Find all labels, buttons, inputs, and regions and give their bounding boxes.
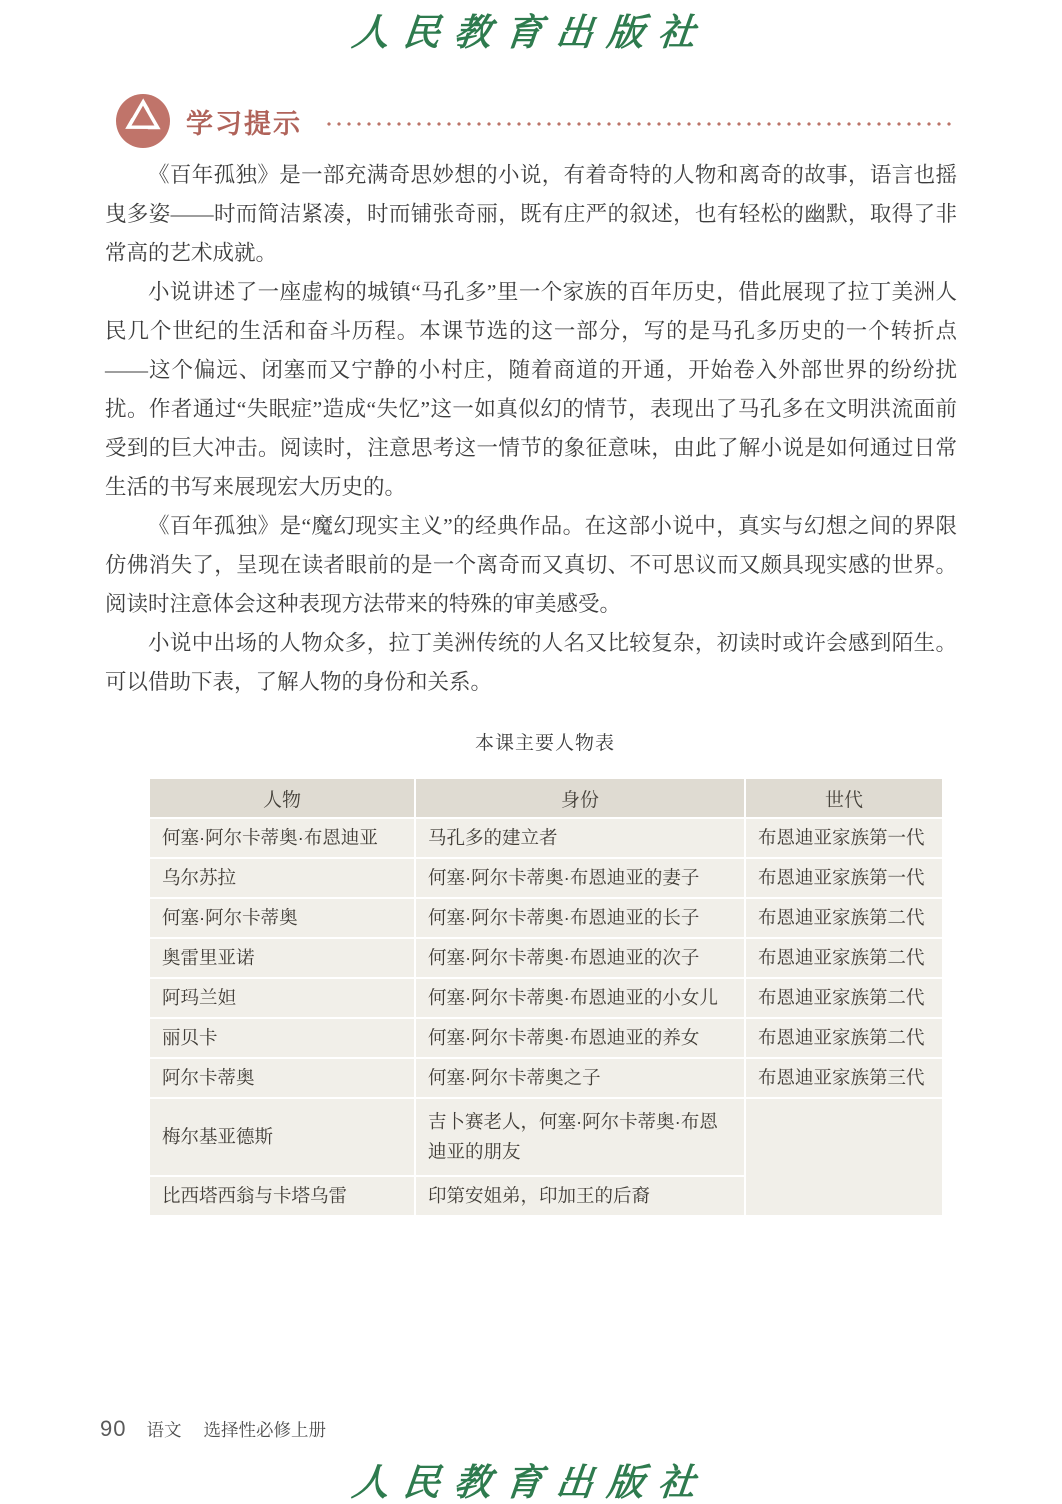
table-row: [150, 979, 942, 1017]
table-cell-generation: 布恩迪亚家族第二代: [746, 899, 942, 937]
table-cell-generation: 布恩迪亚家族第三代: [746, 1059, 942, 1097]
paragraph-3: 《百年孤独》是“魔幻现实主义”的经典作品。在这部小说中，真实与幻想之间的界限仿佛消失了，呈现在读者眼前的是一个离奇而又真切、不可思议而又颇具现实感的世界。阅读时注意体会这种表现方法带来的特殊的审美感受。: [105, 514, 957, 616]
footer-book-title: 选择性必修上册: [203, 1420, 326, 1440]
publisher-calligraphy-top: 人民教育出版社: [349, 13, 712, 54]
table-row: [150, 1019, 942, 1057]
column-header-generation: 世代: [746, 779, 942, 817]
paragraph-2: 小说讲述了一座虚构的城镇“马孔多”里一个家族的百年历史，借此展现了拉丁美洲人民几个世纪的生活和奋斗历程。本课节选的这一部分，写的是马孔多历史的一个转折点——这个偏远、闭塞而又宁静的小村庄，随着商道的开通，开始卷入外部世界的纷纷扰扰。作者通过“失眠症”造成“失忆”这一如真似幻的情节，表现出了马孔多在文明洪流面前受到的巨大冲击。阅读时，注意思考这一情节的象征意味，由此了解小说是如何通过日常生活的书写来展现宏大历史的。: [105, 280, 957, 499]
table-cell-character: 何塞·阿尔卡蒂奥·布恩迪亚: [150, 819, 414, 857]
table-cell-identity: 吉卜赛老人，何塞·阿尔卡蒂奥·布恩迪亚的朋友: [416, 1099, 744, 1175]
table-row: [150, 899, 942, 937]
table-cell-generation: 布恩迪亚家族第二代: [746, 939, 942, 977]
table-row: [150, 939, 942, 977]
table-title: 本课主要人物表: [474, 733, 615, 754]
table-cell-generation: 布恩迪亚家族第一代: [746, 819, 942, 857]
table-cell-generation-merged: [746, 1099, 942, 1215]
table-cell-identity: 印第安姐弟，印加王的后裔: [416, 1177, 744, 1215]
table-cell-character: 阿玛兰妲: [150, 979, 414, 1017]
table-row: [150, 1059, 942, 1097]
table-cell-identity: 何塞·阿尔卡蒂奥·布恩迪亚的次子: [416, 939, 744, 977]
table-row: [150, 819, 942, 857]
table-row: [150, 859, 942, 897]
table-cell-identity: 何塞·阿尔卡蒂奥·布恩迪亚的小女儿: [416, 979, 744, 1017]
table-cell-identity: 何塞·阿尔卡蒂奥之子: [416, 1059, 744, 1097]
table-cell-identity: 马孔多的建立者: [416, 819, 744, 857]
table-cell-character: 比西塔西翁与卡塔乌雷: [150, 1177, 414, 1215]
table-cell-character: 丽贝卡: [150, 1019, 414, 1057]
character-table-block: [148, 728, 942, 1217]
pep-logo-icon: [116, 94, 170, 148]
table-cell-character: 奥雷里亚诺: [150, 939, 414, 977]
lesson-hint-header: [116, 94, 952, 148]
table-cell-identity: 何塞·阿尔卡蒂奥·布恩迪亚的妻子: [416, 859, 744, 897]
table-cell-generation: 布恩迪亚家族第二代: [746, 979, 942, 1017]
column-header-identity: 身份: [416, 779, 744, 817]
table-row: [150, 1099, 942, 1175]
table-cell-identity: 何塞·阿尔卡蒂奥·布恩迪亚的养女: [416, 1019, 744, 1057]
table-cell-generation: 布恩迪亚家族第二代: [746, 1019, 942, 1057]
table-header-row: [150, 779, 942, 817]
paragraph-4: 小说中出场的人物众多，拉丁美洲传统的人名又比较复杂，初读时或许会感到陌生。可以借助下表，了解人物的身份和关系。: [105, 631, 957, 694]
paragraph-1: 《百年孤独》是一部充满奇思妙想的小说，有着奇特的人物和离奇的故事，语言也摇曳多姿——时而简洁紧凑，时而铺张奇丽，既有庄严的叙述，也有轻松的幽默，取得了非常高的艺术成就。: [105, 163, 957, 265]
publisher-calligraphy-bottom: 人民教育出版社: [349, 1463, 712, 1504]
table-cell-character: 何塞·阿尔卡蒂奥: [150, 899, 414, 937]
table-cell-character: 阿尔卡蒂奥: [150, 1059, 414, 1097]
dotted-rule: [324, 122, 952, 126]
footer-subject: 语文: [146, 1420, 182, 1440]
column-header-character: 人物: [150, 779, 414, 817]
section-title: 学习提示: [186, 108, 302, 139]
table-cell-character: 乌尔苏拉: [150, 859, 414, 897]
lesson-hint-body: [105, 156, 957, 702]
page-footer: [100, 1416, 326, 1442]
table-cell-identity: 何塞·阿尔卡蒂奥·布恩迪亚的长子: [416, 899, 744, 937]
character-table: [148, 777, 944, 1217]
table-cell-character: 梅尔基亚德斯: [150, 1099, 414, 1175]
table-cell-generation: 布恩迪亚家族第一代: [746, 859, 942, 897]
page-number: 90: [100, 1416, 127, 1441]
